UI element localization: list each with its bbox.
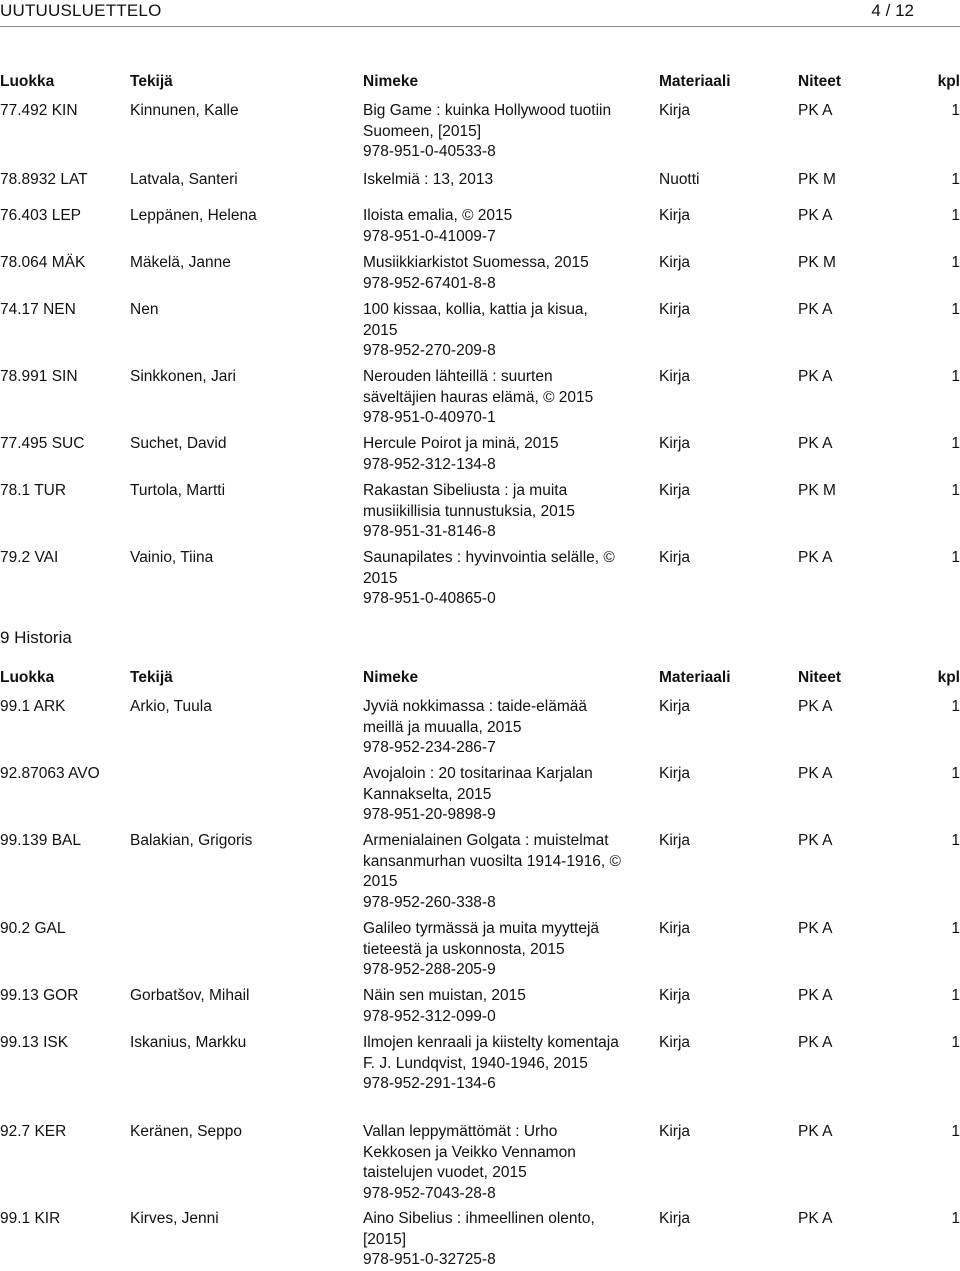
title-text: Galileo tyrmässä ja muita myyttejä tieteestä ja uskonnosta, 2015 [363, 920, 600, 958]
title-text: Rakastan Sibeliusta : ja muita musiikillisia tunnustuksia, 2015 [363, 482, 575, 520]
title-text: Iloista emalia, © 2015 [363, 207, 513, 224]
cell-kpl: 1 [951, 254, 960, 271]
cell-materiaali: Kirja [659, 1034, 691, 1051]
col-luokka: Luokka [0, 669, 55, 686]
cell-luokka: 99.13 GOR [0, 987, 79, 1004]
cell-luokka: 92.7 KER [0, 1123, 67, 1140]
cell-luokka: 78.991 SIN [0, 368, 78, 385]
cell-luokka: 77.495 SUC [0, 435, 85, 452]
cell-luokka: 78.1 TUR [0, 482, 67, 499]
cell-nimeke [363, 919, 625, 981]
cell-niteet: PK A [798, 987, 833, 1004]
title-text: 100 kissaa, kollia, kattia ja kisua, 2015 [363, 301, 588, 339]
isbn-text: 978-951-0-41009-7 [363, 227, 496, 245]
document-title: UUTUUSLUETTELO [0, 1, 162, 20]
cell-tekija: Arkio, Tuula [130, 698, 212, 715]
cell-tekija: Sinkkonen, Jari [130, 368, 236, 385]
catalog-table-2 [0, 663, 960, 693]
cell-nimeke [363, 764, 625, 826]
cell-niteet: PK A [798, 102, 833, 119]
cell-nimeke [363, 1122, 625, 1204]
col-kpl: kpl [937, 73, 960, 90]
cell-kpl: 1 [951, 1034, 960, 1051]
isbn-text: 978-951-0-32725-8 [363, 1251, 496, 1268]
page-number: 4 / 12 [871, 1, 914, 20]
cell-kpl: 1 [951, 207, 960, 224]
cell-materiaali: Kirja [659, 482, 691, 499]
cell-kpl: 1 [951, 832, 960, 849]
col-materiaali: Materiaali [659, 669, 731, 686]
isbn-text: 978-952-234-286-7 [363, 739, 496, 756]
title-text: Nerouden lähteillä : suurten säveltäjien hauras elämä, © 2015 [363, 368, 594, 406]
isbn-text: 978-952-7043-28-8 [363, 1184, 496, 1202]
cell-luokka: 92.87063 AVO [0, 765, 100, 782]
isbn-text: 978-952-270-209-8 [363, 342, 496, 359]
cell-luokka: 99.139 BAL [0, 832, 82, 849]
col-nimeke: Nimeke [363, 73, 419, 90]
cell-materiaali: Kirja [659, 1123, 691, 1140]
isbn-text: 978-952-288-205-9 [363, 961, 496, 978]
cell-tekija: Suchet, David [130, 435, 227, 452]
title-text: Jyviä nokkimassa : taide-elämää meillä ja muualla, 2015 [363, 698, 587, 736]
cell-nimeke [363, 170, 625, 191]
cell-nimeke [363, 434, 625, 475]
isbn-text: 978-951-31-8146-8 [363, 523, 496, 540]
col-luokka: Luokka [0, 73, 55, 90]
title-text: Aino Sibelius : ihmeellinen olento, [2015] [363, 1210, 595, 1248]
cell-materiaali: Kirja [659, 207, 691, 224]
cell-kpl: 1 [951, 435, 960, 452]
cell-niteet: PK A [798, 698, 833, 715]
cell-materiaali: Nuotti [659, 171, 700, 188]
cell-materiaali: Kirja [659, 765, 691, 782]
section-heading: 9 Historia [0, 628, 72, 647]
col-tekija: Tekijä [130, 669, 173, 686]
cell-niteet: PK M [798, 482, 836, 499]
cell-nimeke [363, 101, 625, 163]
isbn-text: 978-952-312-099-0 [363, 1007, 496, 1025]
cell-materiaali: Kirja [659, 698, 691, 715]
cell-nimeke [363, 1033, 625, 1095]
cell-niteet: PK A [798, 301, 833, 318]
isbn-text: 978-952-67401-8-8 [363, 274, 496, 292]
table-header [0, 663, 960, 693]
cell-kpl: 1 [951, 698, 960, 715]
title-text: Avojaloin : 20 tositarinaa Karjalan Kannakselta, 2015 [363, 765, 593, 803]
cell-niteet: PK A [798, 1123, 833, 1140]
cell-tekija: Vainio, Tiina [130, 549, 214, 566]
cell-tekija: Kirves, Jenni [130, 1210, 219, 1227]
cell-materiaali: Kirja [659, 368, 691, 385]
isbn-text: 978-952-291-134-6 [363, 1075, 496, 1092]
isbn-text: 978-951-0-40970-1 [363, 409, 496, 426]
cell-tekija: Kinnunen, Kalle [130, 102, 239, 119]
cell-materiaali: Kirja [659, 920, 691, 937]
cell-luokka: 79.2 VAI [0, 549, 59, 566]
cell-luokka: 99.1 KIR [0, 1210, 61, 1227]
cell-materiaali: Kirja [659, 987, 691, 1004]
isbn-text: 978-951-0-40533-8 [363, 143, 496, 160]
cell-luokka: 78.8932 LAT [0, 171, 88, 188]
cell-materiaali: Kirja [659, 102, 691, 119]
title-text: Vallan leppymättömät : Urho Kekkosen ja Veikko Vennamon taistelujen vuodet, 2015 [363, 1123, 576, 1181]
cell-nimeke [363, 697, 625, 759]
isbn-text: 978-951-20-9898-9 [363, 806, 496, 823]
cell-niteet: PK M [798, 254, 836, 271]
header-divider [0, 26, 960, 27]
cell-luokka: 74.17 NEN [0, 301, 76, 318]
cell-niteet: PK A [798, 1210, 833, 1227]
col-niteet: Niteet [798, 669, 842, 686]
cell-tekija: Gorbatšov, Mihail [130, 987, 250, 1004]
cell-tekija: Turtola, Martti [130, 482, 226, 499]
col-tekija: Tekijä [130, 73, 173, 90]
cell-materiaali: Kirja [659, 1210, 691, 1227]
cell-niteet: PK A [798, 765, 833, 782]
cell-nimeke [363, 1209, 625, 1271]
cell-materiaali: Kirja [659, 435, 691, 452]
title-text: Armenialainen Golgata : muistelmat kansanmurhan vuosilta 1914-1916, © 2015 [363, 832, 621, 890]
cell-nimeke [363, 481, 625, 543]
col-niteet: Niteet [798, 73, 842, 90]
col-materiaali: Materiaali [659, 73, 731, 90]
cell-nimeke [363, 300, 625, 362]
cell-kpl: 1 [951, 482, 960, 499]
cell-tekija: Nen [130, 301, 159, 318]
cell-luokka: 99.1 ARK [0, 698, 66, 715]
catalog-table-1 [0, 67, 960, 97]
cell-kpl: 1 [951, 549, 960, 566]
cell-niteet: PK A [798, 435, 833, 452]
cell-niteet: PK A [798, 1034, 833, 1051]
isbn-text: 978-951-0-40865-0 [363, 590, 496, 607]
cell-tekija: Keränen, Seppo [130, 1123, 243, 1140]
title-text: Saunapilates : hyvinvointia selälle, © 2015 [363, 549, 615, 587]
cell-kpl: 1 [951, 301, 960, 318]
cell-tekija: Latvala, Santeri [130, 171, 238, 188]
title-text: Iskelmiä : 13, 2013 [363, 171, 494, 188]
col-kpl: kpl [937, 669, 960, 686]
cell-luokka: 77.492 KIN [0, 102, 78, 119]
cell-tekija: Iskanius, Markku [130, 1034, 247, 1051]
cell-materiaali: Kirja [659, 301, 691, 318]
title-text: Näin sen muistan, 2015 [363, 987, 526, 1004]
table-header [0, 67, 960, 97]
cell-materiaali: Kirja [659, 832, 691, 849]
cell-niteet: PK A [798, 207, 833, 224]
cell-kpl: 1 [951, 171, 960, 188]
cell-kpl: 1 [951, 765, 960, 782]
cell-niteet: PK A [798, 549, 833, 566]
cell-niteet: PK A [798, 832, 833, 849]
cell-tekija: Balakian, Grigoris [130, 832, 253, 849]
cell-kpl: 1 [951, 987, 960, 1004]
cell-nimeke [363, 253, 625, 294]
cell-materiaali: Kirja [659, 254, 691, 271]
cell-luokka: 78.064 MÄK [0, 254, 86, 271]
cell-luokka: 90.2 GAL [0, 920, 66, 937]
cell-nimeke [363, 367, 625, 429]
page-header [0, 0, 960, 26]
cell-nimeke [363, 986, 625, 1027]
cell-kpl: 1 [951, 920, 960, 937]
isbn-text: 978-952-260-338-8 [363, 893, 496, 911]
cell-kpl: 1 [951, 102, 960, 119]
cell-niteet: PK M [798, 171, 836, 188]
cell-nimeke [363, 548, 625, 610]
col-nimeke: Nimeke [363, 669, 419, 686]
cell-niteet: PK A [798, 920, 833, 937]
title-text: Big Game : kuinka Hollywood tuotiin Suomeen, [2015] [363, 102, 612, 140]
title-text: Musiikkiarkistot Suomessa, 2015 [363, 254, 589, 271]
cell-luokka: 76.403 LEP [0, 207, 82, 224]
title-text: Ilmojen kenraali ja kiistelty komentaja F. J. Lundqvist, 1940-1946, 2015 [363, 1034, 619, 1072]
cell-luokka: 99.13 ISK [0, 1034, 69, 1051]
cell-kpl: 1 [951, 1123, 960, 1140]
cell-materiaali: Kirja [659, 549, 691, 566]
cell-tekija: Mäkelä, Janne [130, 254, 231, 271]
cell-niteet: PK A [798, 368, 833, 385]
cell-kpl: 1 [951, 368, 960, 385]
isbn-text: 978-952-312-134-8 [363, 455, 496, 473]
cell-nimeke [363, 206, 625, 247]
title-text: Hercule Poirot ja minä, 2015 [363, 435, 559, 452]
cell-kpl: 1 [951, 1210, 960, 1227]
cell-nimeke [363, 831, 625, 913]
cell-tekija: Leppänen, Helena [130, 207, 257, 224]
